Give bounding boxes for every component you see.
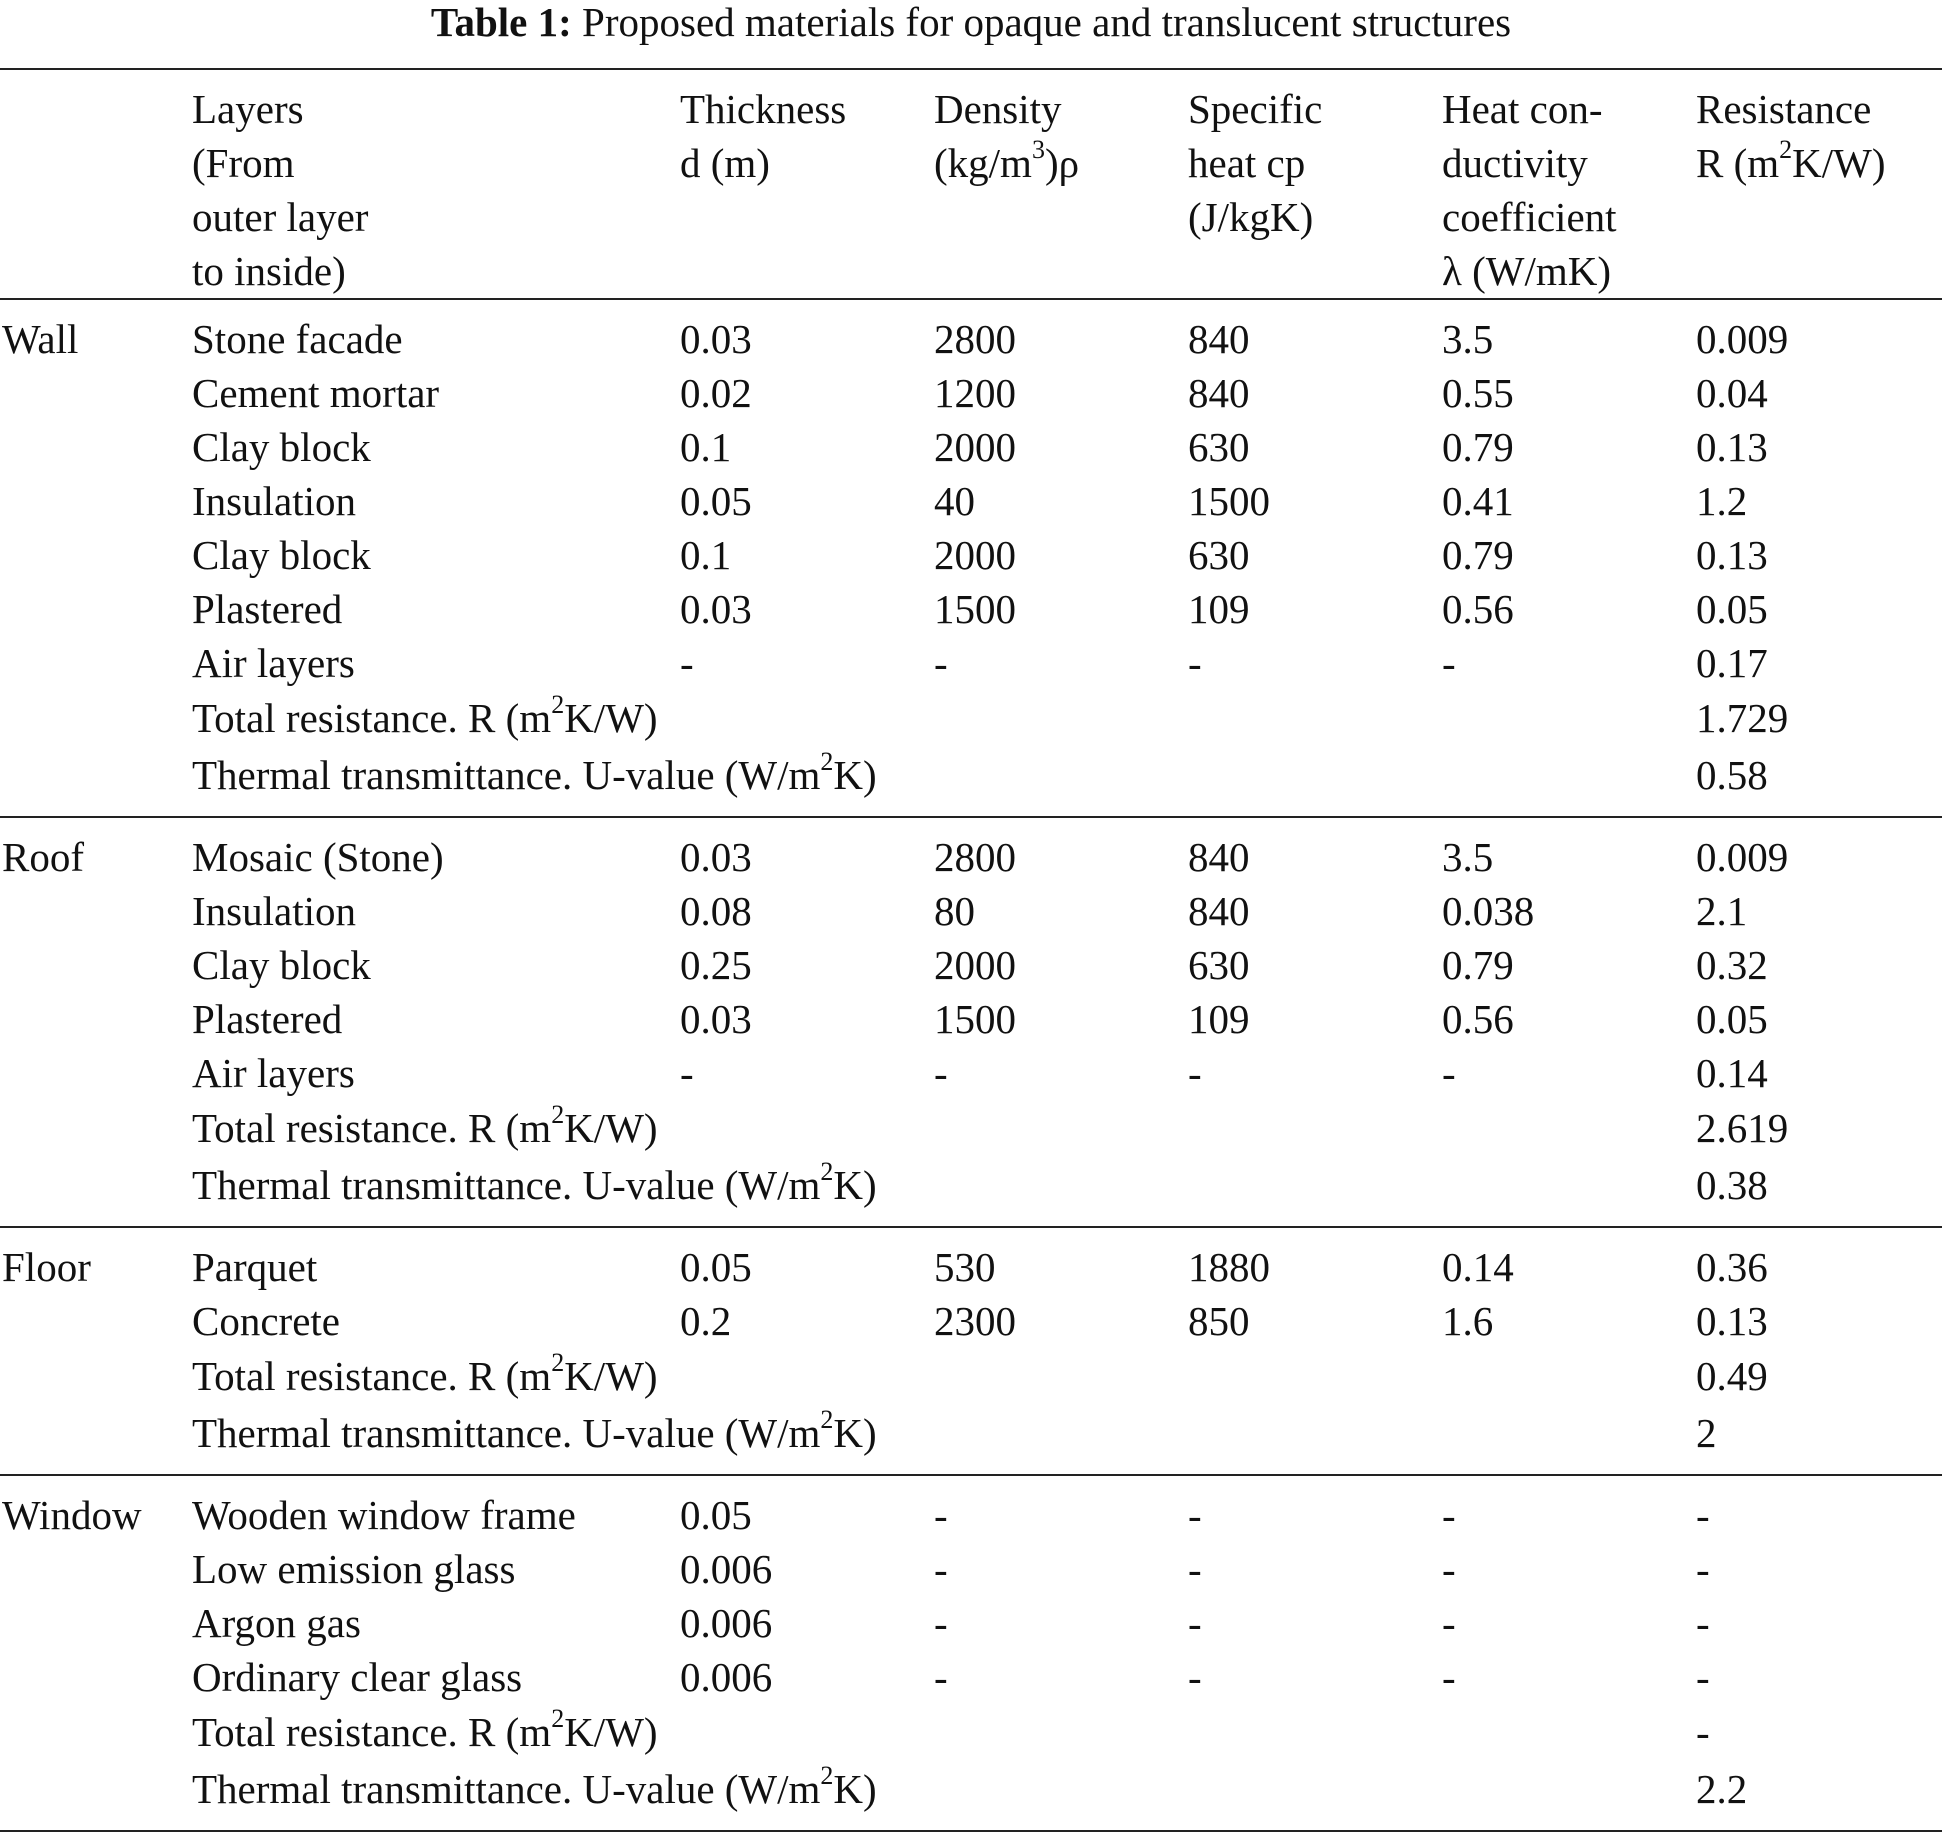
cell-value: 40 [934,478,975,524]
cell-value: - [1188,1546,1202,1592]
table-row [0,528,1942,582]
cell-value: - [1442,1492,1456,1538]
cell-value: 0.55 [1442,370,1514,416]
section-label [0,1596,190,1650]
table-row [0,1596,1942,1650]
layer-name: Insulation [192,478,356,524]
cell-value: 0.25 [680,942,752,988]
cell-value: 2.1 [1696,888,1748,934]
total-resistance-label: Total resistance. R $(m^2K/W)$ [192,1348,658,1399]
table-row [0,420,1942,474]
cell-value: 1500 [934,586,1016,632]
cell-value: 0.03 [680,586,752,632]
cell-value: 0.17 [1696,640,1768,686]
section-label [0,366,190,420]
table-row [0,992,1942,1046]
table-row [0,1475,1942,1542]
table-row [0,299,1942,366]
section-roof [0,817,1942,1227]
layer-name: Ordinary clear glass [192,1654,523,1700]
cell-value: 2800 [934,316,1016,362]
section-label [0,528,190,582]
cell-value: 0.56 [1442,996,1514,1042]
total-resistance-label: Total resistance. R $(m^2K/W)$ [192,1704,658,1755]
total-resistance-row [0,1348,1942,1405]
cell-value: 0.79 [1442,942,1514,988]
total-resistance-value: 0.49 [1696,1353,1768,1399]
cell-value: 0.13 [1696,1298,1768,1344]
cell-value: 0.08 [680,888,752,934]
header-layers: Layers (From outer layer to inside) [192,86,369,294]
cell-value: - [934,1492,948,1538]
table-row [0,582,1942,636]
section-label [0,636,190,690]
total-resistance-row [0,1100,1942,1157]
layer-name: Plastered [192,996,343,1042]
section-label [0,1046,190,1100]
section-label [0,1294,190,1348]
cell-value: 0.79 [1442,532,1514,578]
cell-value: 0.006 [680,1600,773,1646]
section-label: Floor [2,1244,91,1290]
section-label: Window [2,1492,142,1538]
cell-value: 1200 [934,370,1016,416]
cell-value: - [934,1050,948,1096]
u-value-label: Thermal transmittance. U-value $(W/m^2K)$ [192,747,877,798]
materials-table [0,68,1942,1832]
table-row [0,1046,1942,1100]
cell-value: 840 [1188,834,1250,880]
cell-value: 1880 [1188,1244,1270,1290]
cell-value: 840 [1188,888,1250,934]
u-value-row [0,747,1942,817]
layer-name: Clay block [192,942,371,988]
layer-name: Cement mortar [192,370,440,416]
section-label: Roof [2,834,84,880]
table-row [0,636,1942,690]
table-row [0,938,1942,992]
layer-name: Clay block [192,532,371,578]
cell-value: 2000 [934,424,1016,470]
table-row [0,1294,1942,1348]
total-resistance-row [0,1704,1942,1761]
cell-value: 630 [1188,532,1250,578]
table-caption [0,0,1942,44]
table-row [0,884,1942,938]
cell-value: - [934,1600,948,1646]
cell-value: - [1442,640,1456,686]
layer-name: Wooden window frame [192,1492,576,1538]
cell-value: 1500 [1188,478,1270,524]
cell-value: 109 [1188,996,1250,1042]
layer-name: Insulation [192,888,356,934]
cell-value: 0.03 [680,996,752,1042]
u-value-row [0,1157,1942,1227]
cell-value: - [934,1654,948,1700]
cell-value: 0.32 [1696,942,1768,988]
cell-value: 0.79 [1442,424,1514,470]
cell-value: 0.13 [1696,532,1768,578]
u-value-label: Thermal transmittance. U-value $(W/m^2K)$ [192,1157,877,1208]
layer-name: Plastered [192,586,343,632]
table-row [0,474,1942,528]
cell-value: 630 [1188,424,1250,470]
header-category [0,69,190,299]
u-value-value: 0.38 [1696,1162,1768,1208]
cell-value: 0.006 [680,1654,773,1700]
cell-value: 850 [1188,1298,1250,1344]
section-window [0,1475,1942,1831]
layer-name: Air layers [192,640,355,686]
cell-value: 530 [934,1244,996,1290]
cell-value: 0.56 [1442,586,1514,632]
cell-value: 0.14 [1442,1244,1514,1290]
cell-value: 3.5 [1442,316,1494,362]
cell-value: 0.03 [680,316,752,362]
cell-value: 840 [1188,370,1250,416]
cell-value: - [1442,1600,1456,1646]
total-resistance-value: - [1696,1709,1710,1755]
layer-name: Mosaic (Stone) [192,834,444,880]
cell-value: 0.009 [1696,834,1789,880]
section-label [0,420,190,474]
cell-value: 0.006 [680,1546,773,1592]
u-value-label: Thermal transmittance. U-value $(W/m^2K)$ [192,1405,877,1456]
cell-value: - [1696,1654,1710,1700]
cell-value: 1500 [934,996,1016,1042]
section-label [0,884,190,938]
layer-name: Concrete [192,1298,340,1344]
cell-value: 2000 [934,532,1016,578]
cell-value: 0.41 [1442,478,1514,524]
layer-name: Parquet [192,1244,318,1290]
section-label [0,938,190,992]
section-label: Wall [2,316,79,362]
header-conductivity: Heat con- ductivity coefficient λ (W/mK) [1442,86,1617,294]
section-wall [0,299,1942,817]
cell-value: 0.05 [1696,996,1768,1042]
u-value-value: 2 [1696,1410,1717,1456]
cell-value: - [1188,640,1202,686]
section-label [0,582,190,636]
cell-value: 0.14 [1696,1050,1768,1096]
cell-value: 630 [1188,942,1250,988]
total-resistance-value: 1.729 [1696,695,1789,741]
cell-value: - [1696,1600,1710,1646]
total-resistance-value: 2.619 [1696,1105,1789,1151]
cell-value: 0.13 [1696,424,1768,470]
cell-value: 3.5 [1442,834,1494,880]
cell-value: - [1442,1654,1456,1700]
table-row [0,1542,1942,1596]
cell-value: 0.05 [680,1492,752,1538]
u-value-row [0,1761,1942,1831]
cell-value: 0.1 [680,532,732,578]
cell-value: - [1442,1050,1456,1096]
table-row [0,366,1942,420]
layer-name: Stone facade [192,316,403,362]
cell-value: - [1188,1600,1202,1646]
cell-value: - [680,1050,694,1096]
table-row [0,1650,1942,1704]
u-value-value: 2.2 [1694,1761,1942,1831]
header-resistance: Resistance R $(m^2K/W)$ [1696,86,1886,186]
cell-value: 0.03 [680,834,752,880]
cell-value: 80 [934,888,975,934]
cell-value: 0.1 [680,424,732,470]
table-row [0,817,1942,884]
section-label [0,992,190,1046]
cell-value: 0.2 [680,1298,732,1344]
section-label [0,1650,190,1704]
u-value-row [0,1405,1942,1475]
layer-name: Argon gas [192,1600,361,1646]
header-density: Density $(kg/m^3)\rho$ [934,86,1080,186]
cell-value: 0.05 [1696,586,1768,632]
cell-value: 2800 [934,834,1016,880]
layer-name: Low emission glass [192,1546,516,1592]
cell-value: - [1188,1654,1202,1700]
cell-value: - [680,640,694,686]
cell-value: - [1188,1050,1202,1096]
cell-value: 0.009 [1696,316,1789,362]
total-resistance-row [0,690,1942,747]
cell-value: - [1696,1546,1710,1592]
total-resistance-label: Total resistance. R $(m^2K/W)$ [192,690,658,741]
header-row [0,69,1942,299]
header-specific-heat: Specific heat cp (J/kgK) [1188,86,1323,240]
total-resistance-label: Total resistance. R $(m^2K/W)$ [192,1100,658,1151]
cell-value: 1.6 [1442,1298,1494,1344]
caption-label: Table 1: [430,0,572,45]
cell-value: 0.038 [1442,888,1535,934]
section-floor [0,1227,1942,1475]
section-label [0,474,190,528]
cell-value: 109 [1188,586,1250,632]
cell-value: - [934,1546,948,1592]
section-label [0,1542,190,1596]
cell-value: - [1696,1492,1710,1538]
header-thickness: Thickness d (m) [680,86,847,186]
cell-value: - [1442,1546,1456,1592]
u-value-label: Thermal transmittance. U-value $(W/m^2K)$ [190,1761,1694,1831]
cell-value: 0.04 [1696,370,1768,416]
cell-value: 0.36 [1696,1244,1768,1290]
layer-name: Clay block [192,424,371,470]
layer-name: Air layers [192,1050,355,1096]
table-row [0,1227,1942,1294]
cell-value: 840 [1188,316,1250,362]
cell-value: - [1188,1492,1202,1538]
cell-value: 0.05 [680,478,752,524]
cell-value: 0.02 [680,370,752,416]
caption-text: Proposed materials for opaque and translucent structures [582,0,1512,45]
cell-value: 0.05 [680,1244,752,1290]
cell-value: 1.2 [1696,478,1748,524]
cell-value: 2300 [934,1298,1016,1344]
cell-value: - [934,640,948,686]
cell-value: 2000 [934,942,1016,988]
u-value-value: 0.58 [1696,752,1768,798]
